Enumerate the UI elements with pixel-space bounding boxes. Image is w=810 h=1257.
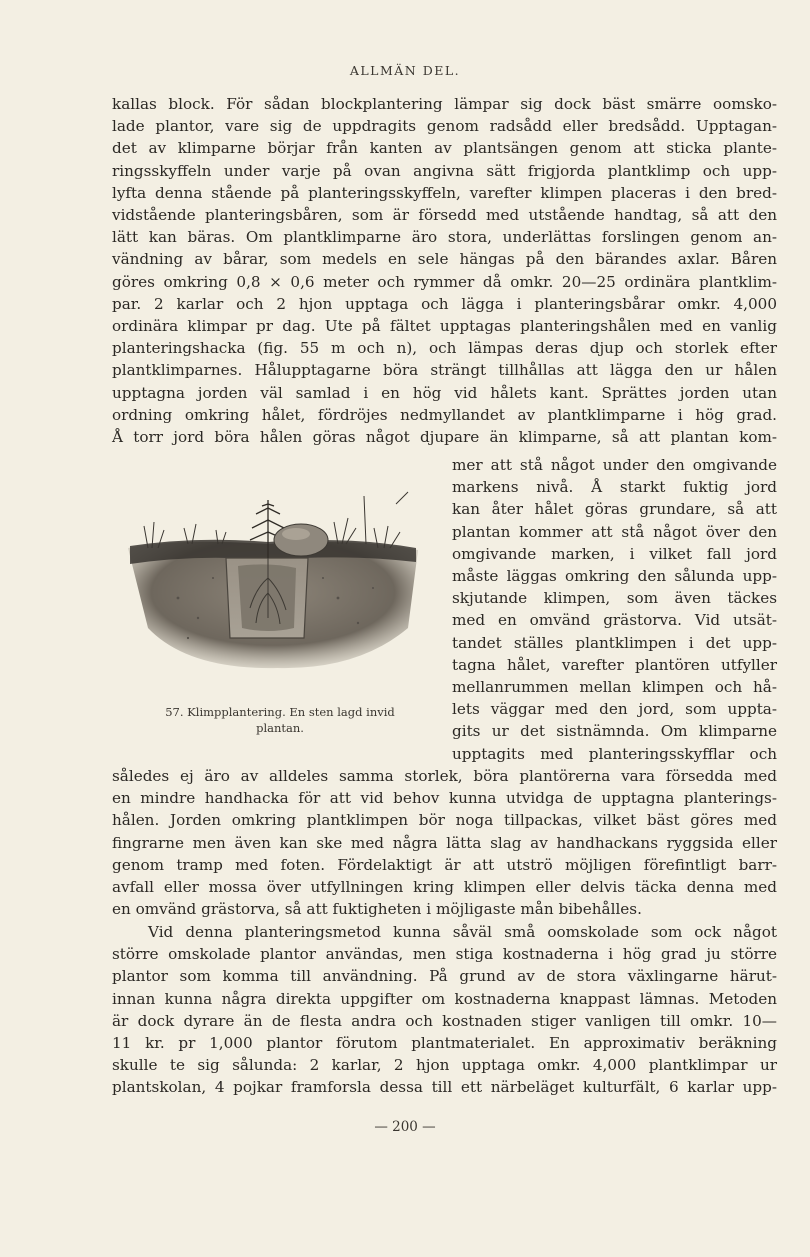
text-line: plantan kommer att stå något över den [452, 522, 777, 541]
text-line: tandet ställes plantklimpen i det upp- [452, 633, 777, 652]
text-line: ringsskyffeln under varje på ovan angivna sätt frigjorda plantklimp och upp- [112, 161, 777, 180]
text-line: fingrarne men även kan ske med några lätta slag av handhackans ryggsida eller [112, 833, 777, 852]
text-line: en mindre handhacka för att vid behov kunna utvidga de upptagna planterings- [112, 789, 777, 808]
text-line: lets väggar med den jord, som uppta- [452, 700, 777, 719]
text-line: plantklimparnes. Hålupptagarne böra strängt tillhållas att lägga den ur hålen [112, 361, 777, 380]
text-line: en omvänd grästorva, så att fuktigheten i möjligaste mån bibehålles. [112, 900, 642, 919]
text-line: måste läggas omkring den sålunda upp- [452, 567, 777, 586]
text-line: vidstående planteringsbåren, som är försedd med utstående handtag, så att den [112, 206, 777, 225]
running-header: ALLMÄN DEL. [349, 63, 461, 78]
paragraph-block-2 [112, 765, 777, 920]
text-line: par. 2 karlar och 2 hjon upptaga och lägga i planteringsbårar omkr. 4,000 [112, 294, 777, 313]
text-line: innan kunna några direkta uppgifter om kostnaderna knappast lämnas. Metoden [112, 989, 777, 1008]
text-line: markens nivå. Å starkt fuktig jord [452, 478, 777, 497]
text-line: lade plantor, vare sig de uppdragits genom radsådd eller bredsådd. Upptagan- [112, 117, 777, 136]
text-line: upptagna jorden väl samlad i en hög vid hålets kant. Sprättes jorden utan [112, 383, 777, 402]
text-line: vändning av bårar, som medels en sele hängas på den bärandes axlar. Båren [112, 250, 777, 269]
text-line: hålen. Jorden omkring plantklimpen bör noga tillpackas, vilket bäst göres med [112, 811, 777, 830]
text-line: således ej äro av alldeles samma storlek, böra plantörerna vara försedda med [112, 767, 777, 785]
caption-line: 57. Klimpplantering. En sten lagd invid [165, 705, 395, 719]
text-line: genom tramp med foten. Fördelaktigt är att utströ möjligen förefintligt barr- [112, 855, 777, 874]
text-line: skulle te sig sålunda: 2 karlar, 2 hjon upptaga omkr. 4,000 plantklimpar ur [112, 1056, 777, 1075]
paragraph-block-1 [112, 93, 777, 448]
text-line: ordinära klimpar pr dag. Ute på fältet upptagas planteringshålen med en vanlig [112, 317, 777, 336]
wrapped-column-text [452, 454, 777, 765]
text-line: avfall eller mossa över utfyllningen kring klimpen eller delvis täcka denna med [112, 878, 777, 897]
text-line: upptagits med planteringsskyfflar och [452, 744, 777, 763]
text-line: plantskolan, 4 pojkar framforsla dessa till ett närbeläget kulturfält, 6 karlar upp- [112, 1078, 777, 1097]
text-line: gits ur det sistnämnda. Om klimparne [452, 722, 777, 741]
text-line: kan åter hålet göras grundare, så att [452, 500, 777, 519]
page-number: — 200 — [374, 1119, 436, 1135]
text-line: kallas block. För sådan blockplantering lämpar sig dock bäst smärre oomsko- [112, 95, 777, 113]
plantation-illustration [118, 478, 428, 678]
illustration-drawing [118, 478, 428, 678]
text-line: Vid denna planteringsmetod kunna såväl små oomskolade som ock något [148, 923, 777, 941]
text-line: större omskolade plantor användas, men stiga kostnaderna i hög grad ju större [112, 945, 777, 964]
text-line: göres omkring 0,8 × 0,6 meter och rymmer då omkr. 20—25 ordinära plantklim- [112, 272, 777, 291]
text-line: skjutande klimpen, som även täckes [452, 589, 777, 608]
text-line: mer att stå något under den omgivande [452, 456, 777, 474]
text-line: ordning omkring hålet, fördröjes nedmyllandet av plantklimparne i hög grad. [112, 405, 777, 424]
paragraph-block-3 [112, 921, 777, 1099]
text-line: med en omvänd grästorva. Vid utsät- [452, 611, 777, 630]
text-line: omgivande marken, i vilket fall jord [452, 544, 777, 563]
text-line: är dock dyrare än de flesta andra och kostnaden stiger vanligen till omkr. 10— [112, 1011, 777, 1030]
text-line: lätt kan bäras. Om plantklimparne äro stora, underlättas forslingen genom an- [112, 228, 777, 247]
text-line: tagna hålet, varefter plantören utfyller [452, 655, 777, 674]
figure-caption [130, 704, 430, 736]
caption-line: plantan. [256, 721, 304, 735]
text-line: lyfta denna stående på planteringsskyffeln, varefter klimpen placeras i den bred- [112, 183, 777, 202]
text-line: 11 kr. pr 1,000 plantor förutom plantmaterialet. En approximativ beräkning [112, 1034, 777, 1053]
text-line: mellanrummen mellan klimpen och hå- [452, 678, 777, 697]
text-line: plantor som komma till användning. På grund av de stora växlingarne härut- [112, 967, 777, 986]
text-line: det av klimparne börjar från kanten av plantsängen genom att sticka plante- [112, 139, 777, 158]
text-line: planteringshacka (fig. 55 m och n), och lämpas deras djup och storlek efter [112, 339, 777, 358]
text-line: Å torr jord böra hålen göras något djupare än klimparne, så att plantan kom- [112, 428, 777, 447]
